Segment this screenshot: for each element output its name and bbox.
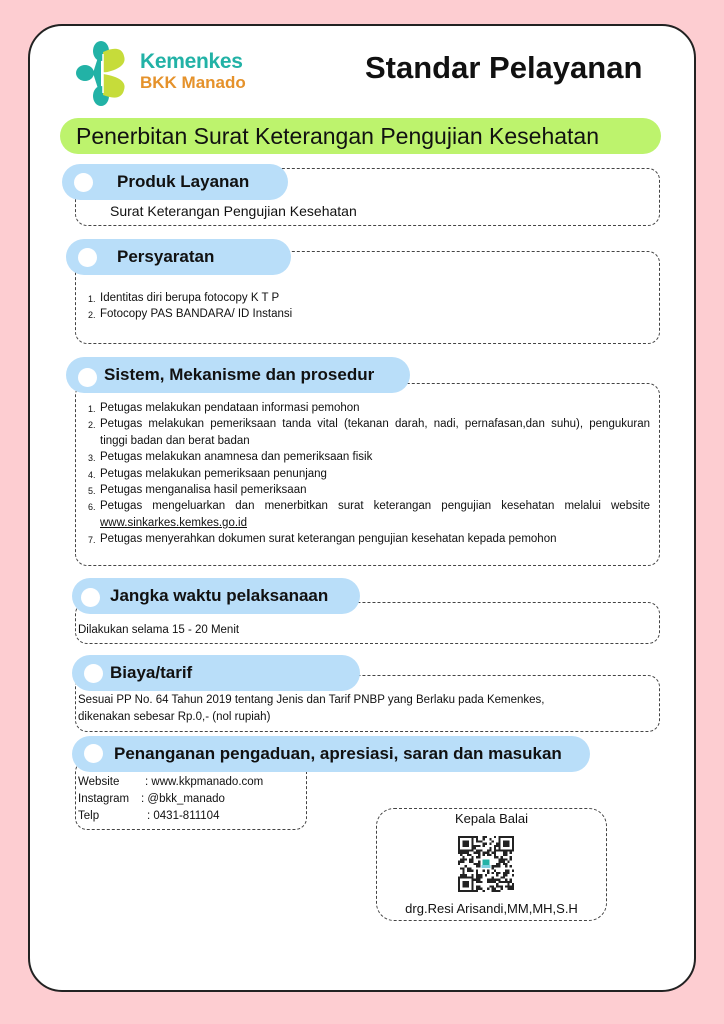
bullet-circle-icon [84, 744, 103, 763]
qr-module [487, 881, 489, 883]
qr-module [503, 852, 505, 854]
qr-module [465, 852, 467, 854]
pengaduan-heading-label: Penanganan pengaduan, apresiasi, saran dan masukan [114, 744, 562, 763]
contact-telp-value: : 0431-811104 [147, 810, 220, 822]
qr-module [494, 856, 496, 858]
qr-module [492, 881, 494, 883]
qr-module [494, 847, 496, 849]
qr-module [474, 863, 476, 865]
qr-module [505, 852, 507, 854]
qr-module [476, 838, 478, 840]
signature-name: drg.Resi Arisandi,MM,MH,S.H [405, 901, 578, 916]
qr-module [501, 881, 503, 883]
jangka-heading-label: Jangka waktu pelaksanaan [110, 586, 329, 605]
qr-module [487, 849, 489, 851]
qr-module [476, 879, 478, 881]
qr-module [458, 852, 460, 854]
qr-code-icon [458, 836, 514, 892]
qr-module [498, 879, 500, 881]
qr-module [462, 872, 464, 874]
qr-module [476, 885, 478, 887]
qr-module [489, 847, 491, 849]
qr-module [462, 861, 464, 863]
qr-module [503, 858, 505, 860]
qr-module [460, 861, 462, 863]
qr-module [483, 854, 485, 856]
qr-module [494, 836, 496, 838]
item-text: Identitas diri berupa fotocopy K T P [100, 292, 280, 304]
qr-module [505, 881, 507, 883]
qr-module [503, 874, 505, 876]
qr-module [489, 838, 491, 840]
qr-module [483, 838, 485, 840]
qr-module [476, 840, 478, 842]
qr-module [496, 849, 498, 851]
qr-module [512, 874, 514, 876]
prosedur-item [78, 482, 650, 498]
qr-module [494, 845, 496, 847]
qr-module [501, 876, 503, 878]
qr-module [507, 888, 509, 890]
qr-module [510, 888, 512, 890]
qr-module [507, 870, 509, 872]
qr-module [489, 849, 491, 851]
qr-module [503, 872, 505, 874]
item-text: Fotocopy PAS BANDARA/ ID Instansi [100, 308, 293, 321]
qr-module [496, 874, 498, 876]
qr-module [510, 885, 512, 887]
qr-module [462, 874, 464, 876]
sinkarkes-link[interactable]: www.sinkarkes.kemkes.go.id [100, 516, 247, 529]
bullet-circle-icon [78, 248, 97, 267]
qr-module [512, 870, 514, 872]
qr-module [510, 865, 512, 867]
qr-module [483, 843, 485, 845]
qr-module [476, 876, 478, 878]
qr-module [492, 885, 494, 887]
prosedur-list [78, 400, 650, 548]
qr-module [462, 856, 464, 858]
qr-module [498, 861, 500, 863]
qr-module [480, 849, 482, 851]
produk-heading-label: Produk Layanan [117, 172, 250, 191]
produk-text: Surat Keterangan Pengujian Kesehatan [110, 203, 357, 219]
contact-instagram-value: : @bkk_manado [141, 793, 225, 805]
item-number: 2. [88, 420, 96, 431]
qr-module [501, 888, 503, 890]
qr-module [462, 867, 464, 869]
prosedur-item [78, 466, 650, 482]
qr-module [487, 854, 489, 856]
contact-website-value: : www.kkpmanado.com [145, 776, 264, 788]
qr-module [492, 876, 494, 878]
qr-module [460, 854, 462, 856]
qr-module [485, 836, 487, 838]
qr-module [498, 885, 500, 887]
qr-module [458, 861, 460, 863]
qr-module [478, 845, 480, 847]
qr-module [501, 861, 503, 863]
prosedur-item [78, 449, 650, 465]
qr-module [478, 840, 480, 842]
qr-module [462, 852, 464, 854]
qr-module [505, 874, 507, 876]
persyaratan-item [78, 306, 638, 322]
qr-module [507, 872, 509, 874]
item-text: Petugas melakukan pendataan informasi pemohon [100, 402, 360, 414]
qr-module [483, 852, 485, 854]
qr-module [465, 874, 467, 876]
qr-module [478, 863, 480, 865]
qr-module [494, 852, 496, 854]
qr-module [460, 867, 462, 869]
item-number: 3. [88, 453, 96, 464]
qr-module [480, 876, 482, 878]
qr-module [498, 858, 500, 860]
bullet-circle-icon [78, 368, 97, 387]
qr-module [483, 870, 485, 872]
qr-module [501, 858, 503, 860]
contact-instagram-label: Instagram [78, 793, 130, 805]
qr-module [496, 863, 498, 865]
jangka-text: Dilakukan selama 15 - 20 Menit [78, 624, 240, 636]
qr-module [460, 852, 462, 854]
qr-module [494, 888, 496, 890]
biaya-line-2: dikenakan sebesar Rp.0,- (nol rupiah) [78, 711, 271, 723]
qr-module [505, 854, 507, 856]
qr-module [503, 861, 505, 863]
qr-module [467, 870, 469, 872]
qr-module [503, 863, 505, 865]
qr-module [487, 872, 489, 874]
qr-module [498, 881, 500, 883]
qr-module [474, 890, 476, 892]
qr-module [478, 852, 480, 854]
qr-module [476, 863, 478, 865]
qr-module [465, 858, 467, 860]
persyaratan-heading [66, 239, 291, 275]
qr-module [489, 843, 491, 845]
qr-module [496, 856, 498, 858]
qr-module [462, 858, 464, 860]
kemenkes-logo [76, 40, 256, 108]
qr-module [510, 856, 512, 858]
qr-module [471, 870, 473, 872]
qr-module [498, 863, 500, 865]
qr-module [476, 874, 478, 876]
qr-module [483, 836, 485, 838]
qr-module [487, 870, 489, 872]
qr-module [476, 881, 478, 883]
qr-module [478, 881, 480, 883]
qr-module [469, 861, 471, 863]
qr-module [492, 840, 494, 842]
qr-module [512, 883, 514, 885]
kemenkes-emblem-icon [76, 40, 136, 108]
qr-module [505, 870, 507, 872]
item-text: Petugas menganalisa hasil pemeriksaan [100, 484, 307, 497]
qr-module [492, 867, 494, 869]
qr-module [467, 854, 469, 856]
item-text: Petugas mengeluarkan dan menerbitkan surat keterangan pengujian kesehatan melalui website [100, 500, 650, 513]
item-text: Petugas melakukan anamnesa dan pemeriksaan fisik [100, 451, 373, 464]
qr-module [498, 865, 500, 867]
qr-module [469, 870, 471, 872]
item-number: 6. [88, 502, 96, 513]
item-number: 2. [88, 310, 96, 321]
signature-title: Kepala Balai [455, 811, 528, 826]
qr-module [507, 861, 509, 863]
qr-module [492, 852, 494, 854]
qr-module [492, 890, 494, 892]
logo-brand: Kemenkes [140, 50, 243, 73]
qr-module [492, 879, 494, 881]
qr-module [489, 879, 491, 881]
qr-module [476, 865, 478, 867]
pengaduan-heading [72, 736, 590, 772]
qr-module [474, 836, 476, 838]
qr-module [494, 881, 496, 883]
qr-module [487, 852, 489, 854]
qr-module [469, 867, 471, 869]
qr-module [505, 879, 507, 881]
prosedur-item [78, 400, 650, 416]
qr-module [507, 883, 509, 885]
item-number: 4. [88, 469, 96, 480]
qr-module [478, 856, 480, 858]
qr-module [480, 874, 482, 876]
prosedur-item [78, 416, 650, 449]
qr-module [476, 870, 478, 872]
qr-module [476, 849, 478, 851]
logo-subtitle: BKK Manado [140, 73, 246, 92]
bullet-circle-icon [74, 173, 93, 192]
item-number: 5. [88, 486, 96, 497]
qr-module [476, 852, 478, 854]
item-number: 1. [88, 294, 96, 304]
qr-module [503, 876, 505, 878]
qr-module [478, 854, 480, 856]
qr-module [478, 874, 480, 876]
qr-module [501, 885, 503, 887]
qr-module [510, 879, 512, 881]
qr-module [480, 840, 482, 842]
qr-module [476, 872, 478, 874]
qr-module [503, 854, 505, 856]
qr-module [496, 872, 498, 874]
qr-module [462, 870, 464, 872]
qr-module [469, 858, 471, 860]
qr-module [469, 854, 471, 856]
qr-module [492, 865, 494, 867]
qr-module [489, 881, 491, 883]
page-title: Standar Pelayanan [365, 50, 643, 85]
prosedur-heading [66, 357, 410, 393]
qr-module [478, 888, 480, 890]
qr-module [496, 885, 498, 887]
qr-module [505, 858, 507, 860]
qr-module [487, 888, 489, 890]
qr-module [460, 874, 462, 876]
qr-module [474, 847, 476, 849]
qr-module [460, 858, 462, 860]
qr-module [510, 881, 512, 883]
contact-telp-label: Telp [78, 810, 100, 822]
service-title: Penerbitan Surat Keterangan Pengujian Kesehatan [60, 118, 661, 154]
persyaratan-list [78, 290, 638, 323]
qr-module [471, 874, 473, 876]
biaya-line-1: Sesuai PP No. 64 Tahun 2019 tentang Jenis dan Tarif PNBP yang Berlaku pada Kemenkes, [78, 694, 545, 706]
qr-module [476, 888, 478, 890]
qr-module [498, 890, 500, 892]
qr-module [510, 858, 512, 860]
persyaratan-item [78, 290, 638, 306]
qr-module [487, 879, 489, 881]
qr-module [503, 881, 505, 883]
qr-module [492, 872, 494, 874]
qr-module [512, 885, 514, 887]
qr-module [478, 879, 480, 881]
qr-module [474, 879, 476, 881]
item-text: Petugas melakukan pemeriksaan tanda vital (tekanan darah, nadi, pernafasan,dan suhu), pengukuran tinggi badan dan berat badan [100, 418, 650, 447]
qr-module [492, 888, 494, 890]
qr-module [483, 845, 485, 847]
qr-module [510, 852, 512, 854]
persyaratan-heading-label: Persyaratan [117, 247, 215, 266]
qr-module [505, 885, 507, 887]
qr-module [467, 852, 469, 854]
qr-module [498, 872, 500, 874]
produk-heading [62, 164, 288, 200]
qr-module [465, 865, 467, 867]
qr-module [496, 865, 498, 867]
biaya-heading [72, 655, 360, 691]
qr-module [512, 888, 514, 890]
qr-module [480, 888, 482, 890]
prosedur-item [78, 531, 650, 547]
qr-module [474, 852, 476, 854]
qr-module [478, 885, 480, 887]
qr-module [505, 865, 507, 867]
qr-module [471, 856, 473, 858]
bullet-circle-icon [81, 588, 100, 607]
qr-module [485, 874, 487, 876]
qr-module [489, 885, 491, 887]
qr-module [496, 879, 498, 881]
qr-module [496, 843, 498, 845]
qr-module [494, 849, 496, 851]
qr-module [494, 890, 496, 892]
qr-module [489, 854, 491, 856]
qr-module [496, 845, 498, 847]
qr-module [505, 863, 507, 865]
qr-module [476, 845, 478, 847]
prosedur-heading-label: Sistem, Mekanisme dan prosedur [104, 365, 375, 384]
qr-module [507, 885, 509, 887]
item-number: 1. [88, 404, 96, 414]
contact-website-label: Website [78, 776, 120, 788]
qr-module [494, 854, 496, 856]
qr-module [501, 856, 503, 858]
qr-module [507, 881, 509, 883]
item-text: Petugas menyerahkan dokumen surat keterangan pengujian kesehatan kepada pemohon [100, 533, 557, 546]
qr-module [476, 836, 478, 838]
item-number: 7. [88, 535, 96, 546]
qr-module [478, 861, 480, 863]
qr-module [485, 852, 487, 854]
qr-module [467, 867, 469, 869]
qr-module [471, 858, 473, 860]
qr-module [496, 890, 498, 892]
prosedur-item [78, 498, 650, 531]
qr-module [458, 863, 460, 865]
qr-module [480, 881, 482, 883]
bullet-circle-icon [84, 664, 103, 683]
qr-module [478, 865, 480, 867]
qr-module [476, 856, 478, 858]
qr-module [474, 845, 476, 847]
qr-module [476, 890, 478, 892]
jangka-heading [72, 578, 360, 614]
qr-module [483, 890, 485, 892]
qr-module [505, 872, 507, 874]
qr-module [478, 876, 480, 878]
qr-module [471, 861, 473, 863]
qr-module [485, 843, 487, 845]
qr-module [494, 879, 496, 881]
qr-module [494, 870, 496, 872]
item-text: Petugas melakukan pemeriksaan penunjang [100, 467, 327, 480]
qr-module [496, 883, 498, 885]
qr-module [478, 849, 480, 851]
qr-module [494, 865, 496, 867]
biaya-heading-label: Biaya/tarif [110, 663, 193, 682]
